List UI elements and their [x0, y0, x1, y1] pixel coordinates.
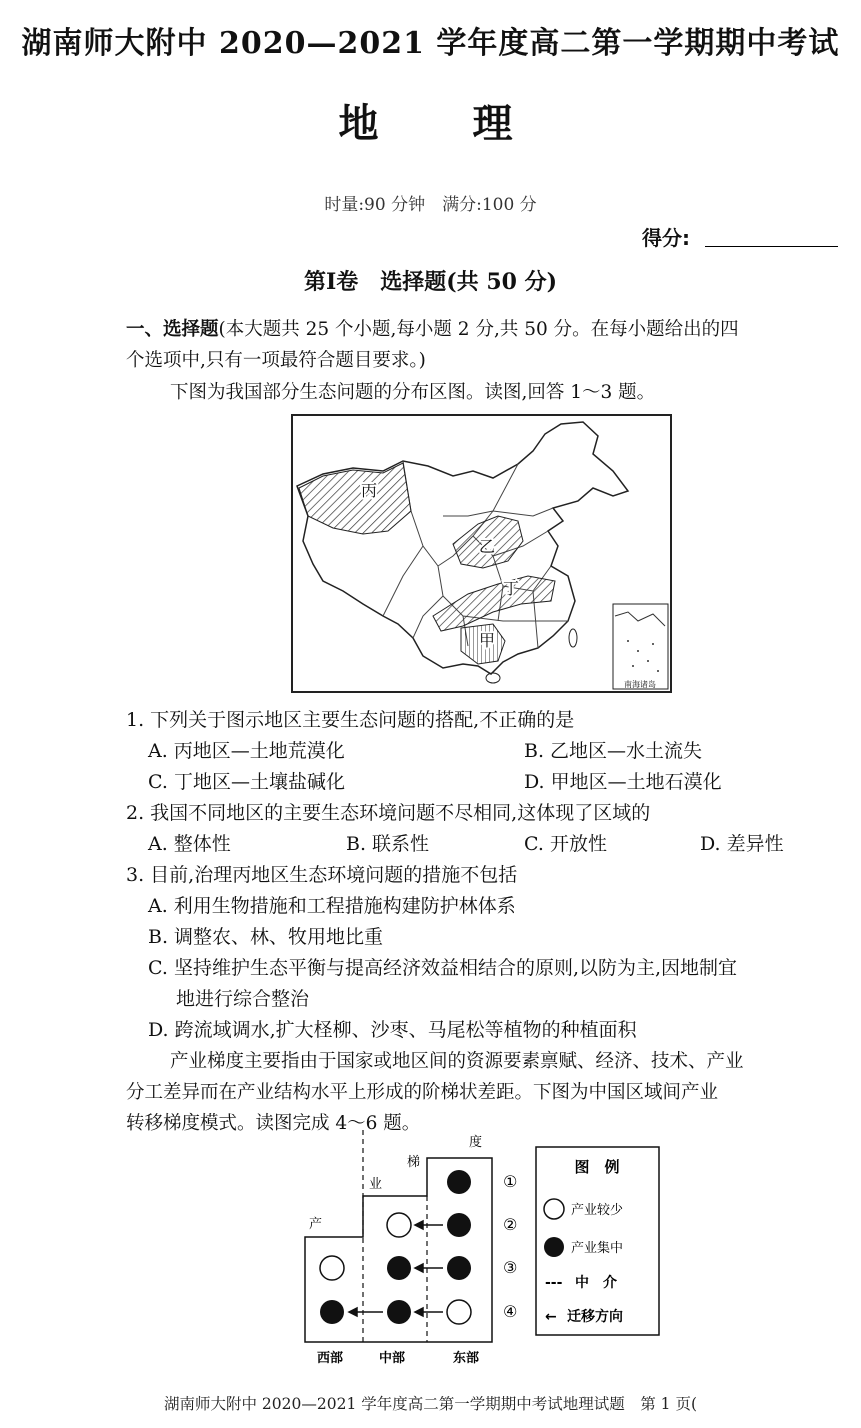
map-label-ding: 丁 [503, 579, 520, 598]
hainan-island [486, 673, 500, 683]
step-label-ye: 业 [369, 1177, 383, 1192]
region-bing [299, 463, 411, 534]
q1-option-d: D. 甲地区—土地石漠化 [524, 771, 722, 793]
row-number-3: ③ [503, 1258, 518, 1277]
legend-intermediary-label: 中 介 [575, 1275, 617, 1291]
subject-title: 地 理 [338, 100, 553, 147]
q2-stem: 2. 我国不同地区的主要生态环境问题不尽相同,这体现了区域的 [126, 802, 651, 824]
inset-label: 南海诸岛 [624, 680, 656, 689]
east-row1-concentrated [447, 1170, 471, 1194]
passage-line1: 产业梯度主要指由于国家或地区间的资源要素禀赋、经济、技术、产业 [170, 1051, 744, 1072]
instructions-line1 [126, 314, 838, 345]
west-row3-less [320, 1256, 344, 1280]
part-label: 一、选择题 [126, 319, 219, 340]
legend-direction-label: 迁移方向 [567, 1309, 623, 1325]
legend-dash-symbol: --- [545, 1275, 563, 1291]
region-west: 西部 [317, 1351, 344, 1366]
south-sea-inset [613, 604, 668, 689]
q1-stem: 1. 下列关于图示地区主要生态问题的搭配,不正确的是 [126, 709, 575, 731]
q2-option-d: D. 差异性 [700, 833, 784, 855]
east-row2-concentrated [447, 1213, 471, 1237]
row-number-2: ② [503, 1215, 518, 1234]
section-title: 第Ⅰ卷 选择题(共 50 分) [303, 269, 558, 295]
map-label-yi: 乙 [479, 537, 496, 556]
q1-option-a: A. 丙地区—土地荒漠化 [148, 740, 345, 762]
legend-less-label: 产业较少 [571, 1203, 624, 1218]
q2-option-a: A. 整体性 [148, 833, 231, 855]
map-label-bing: 丙 [361, 481, 378, 500]
legend-title: 图 例 [574, 1158, 620, 1176]
q1-option-b: B. 乙地区—水土流失 [524, 740, 703, 762]
map-label-jia: 甲 [479, 631, 496, 650]
legend-less-symbol [544, 1199, 564, 1219]
region-ding [433, 576, 555, 631]
exam-meta: 时量:90 分钟 满分:100 分 [324, 195, 537, 215]
mid-row4-concentrated [387, 1300, 411, 1324]
q2-option-c: C. 开放性 [524, 833, 607, 855]
mid-row2-less [387, 1213, 411, 1237]
instructions-line2: 个选项中,只有一项最符合题目要求。) [126, 350, 426, 371]
page-footer: 湖南师大附中 2020—2021 学年度高二第一学期期中考试地理试题 第 1 页( [163, 1395, 697, 1413]
gradient-svg [295, 1130, 665, 1370]
step-label-chan: 产 [309, 1217, 323, 1232]
legend-arrow-symbol: ← [545, 1309, 557, 1325]
taiwan-island [569, 629, 577, 647]
east-row4-less [447, 1300, 471, 1324]
west-row4-concentrated [320, 1300, 344, 1324]
q2-option-b: B. 联系性 [346, 833, 430, 855]
row-number-1: ① [503, 1172, 518, 1191]
step-label-ti: 梯 [407, 1155, 421, 1170]
china-eco-map [291, 414, 672, 693]
q3-option-a: A. 利用生物措施和工程措施构建防护林体系 [148, 895, 516, 917]
q1-option-c: C. 丁地区—土壤盐碱化 [148, 771, 345, 793]
score-blank [705, 246, 838, 247]
map-svg [293, 416, 670, 691]
exam-title: 湖南师大附中 2020—2021 学年度高二第一学期期中考试 [21, 26, 840, 61]
q3-stem: 3. 目前,治理丙地区生态环境问题的措施不包括 [126, 864, 518, 886]
q3-option-c-cont: 地进行综合整治 [176, 988, 310, 1010]
region-mid: 中部 [379, 1351, 406, 1366]
q3-option-d: D. 跨流域调水,扩大柽柳、沙枣、马尾松等植物的种植面积 [148, 1019, 637, 1041]
east-row3-concentrated [447, 1256, 471, 1280]
passage-line2: 分工差异而在产业结构水平上形成的阶梯状差距。下图为中国区域间产业 [126, 1082, 719, 1103]
step-label-du: 度 [469, 1135, 483, 1150]
region-east: 东部 [453, 1351, 480, 1366]
score-label: 得分: [642, 226, 690, 250]
instructions-rest: (本大题共 25 个小题,每小题 2 分,共 50 分。在每小题给出的四 [218, 319, 739, 340]
legend-concentrated-symbol [544, 1237, 564, 1257]
mid-row3-concentrated [387, 1256, 411, 1280]
map-intro: 下图为我国部分生态问题的分布区图。读图,回答 1～3 题。 [170, 382, 656, 403]
q3-option-c: C. 坚持维护生态平衡与提高经济效益相结合的原则,以防为主,因地制宜 [148, 957, 738, 979]
q3-option-b: B. 调整农、林、牧用地比重 [148, 926, 384, 948]
row-number-4: ④ [503, 1302, 518, 1321]
legend-concentrated-label: 产业集中 [571, 1241, 624, 1256]
passage-line3: 转移梯度模式。读图完成 4～6 题。 [126, 1113, 421, 1134]
gradient-diagram [295, 1130, 665, 1370]
